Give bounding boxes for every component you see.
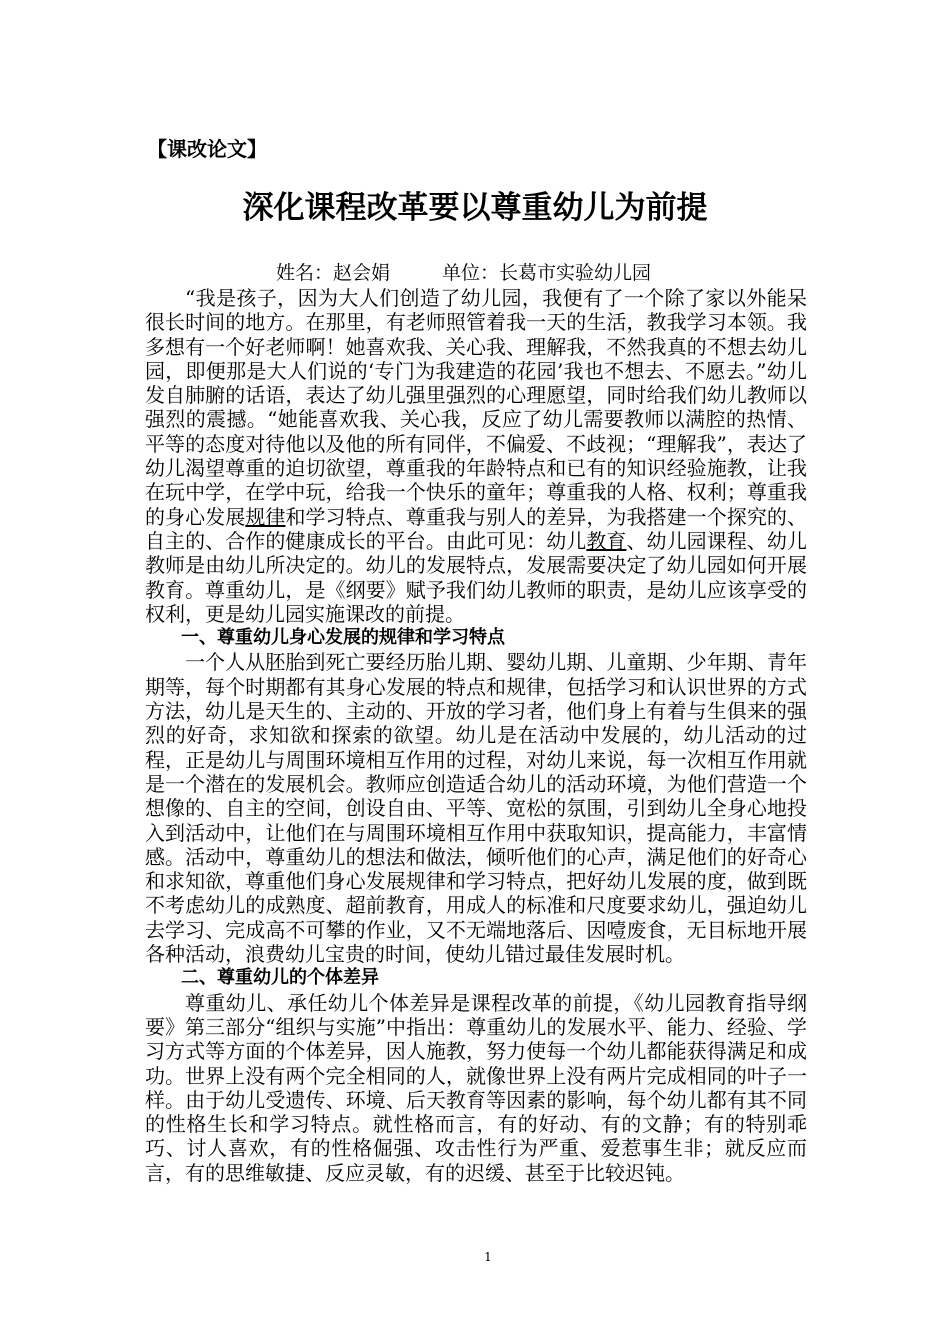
section-2-paragraph: 尊重幼儿、承任幼儿个体差异是课程改革的前提，《幼儿园教育指导纲要》第三部分“组织与实施”中指出：尊重幼儿的发展水平、能力、经验、学习方式等方面的个体差异，因人施教，努力使每一个幼儿都能获得满足和成功。世界上没有两个完全相同的人，就像世界上没有两片完成相同的叶子一样。由于幼儿受遗传、环境、后天教育等因素的影响，每个幼儿都有其不同的性格生长和学习特点。就性格而言，有的好动、有的文静；有的特别乖巧、讨人喜欢，有的性格倔强、攻击性行为严重、爱惹事生非；就反应而言，有的思维敏捷、反应灵敏，有的迟缓、甚至于比较迟钝。 <box>145 990 807 1185</box>
intro-text-2: 和学习特点、尊重我与别人的差异，为我搭建一个探究的、自主的、合作的健康成长的平台。由此可见：幼儿 <box>145 504 807 553</box>
section-1-paragraph: 一个人从胚胎到死亡要经历胎儿期、婴幼儿期、儿童期、少年期、青年期等，每个时期都有其身心发展的特点和规律，包括学习和认识世界的方式方法，幼儿是天生的、主动的、开放的学习者，他们身上有着与生俱来的强烈的好奇，求知欲和探索的欲望。幼儿是在活动中发展的，幼儿活动的过程，正是幼儿与周围环境相互作用的过程，对幼儿来说，每一次相互作用就是一个潜在的发展机会。教师应创造适合幼儿的活动环境，为他们营造一个想像的、自主的空间，创设自由、平等、宽松的氛围，引到幼儿全身心地投入到活动中，让他们在与周围环境相互作用中获取知识，提高能力，丰富情感。活动中，尊重幼儿的想法和做法，倾听他们的心声，满足他们的好奇心和求知欲，尊重他们身心发展规律和学习特点，把好幼儿发展的度，做到既不考虑幼儿的成熟度、超前教育，用成人的标准和尺度要求幼儿，强迫幼儿去学习、完成高不可攀的作业，又不无端地落后、因噎废食，无目标地开展各种活动，浪费幼儿宝贵的时间，使幼儿错过最佳发展时机。 <box>145 650 807 967</box>
link-jiaoyu[interactable]: 教育 <box>586 528 627 553</box>
section-1-heading: 一、尊重幼儿身心发展的规律和学习特点 <box>181 627 505 649</box>
intro-text-1: “我是孩子，因为大人们创造了幼儿园，我便有了一个除了家以外能呆很长时间的地方。在那里，有老师照管着我一天的生活，教我学习本领。我多想有一个好老师啊！她喜欢我、关心我、理解我，不然我真的不想去幼儿园，即便那是大人们说的‘专门为我建造的花园’我也不想去、不愿去。”幼儿发自肺腑的话语，表达了幼儿强里强烈的心理愿望，同时给我们幼儿教师以强烈的震撼。“她能喜欢我、关心我，反应了幼儿需要教师以满腔的热情、平等的态度对待他以及他的所有同伴，不偏爱、不歧视；“理解我”，表达了幼儿渴望尊重的迫切欲望，尊重我的年龄特点和已有的知识经验施教，让我在玩中学，在学中玩，给我一个快乐的童年；尊重我的人格、权利；尊重我的身心发展 <box>145 286 807 529</box>
link-guilv[interactable]: 规律 <box>245 504 286 529</box>
intro-paragraph <box>145 286 807 626</box>
article-category-tag: 【课改论文】 <box>147 137 267 161</box>
author-unit: 单位：长葛市实验幼儿园 <box>442 262 652 284</box>
page-number: 1 <box>484 1250 492 1264</box>
section-2-heading: 二、尊重幼儿的个体差异 <box>181 967 379 989</box>
author-name: 姓名：赵会娟 <box>276 262 391 284</box>
intro-text-3: 、幼儿园课程、幼儿教师是由幼儿所决定的。幼儿的发展特点，发展需要决定了幼儿园如何开展教育。尊重幼儿，是《纲要》赋予我们幼儿教师的职责，是幼儿应该享受的权利，更是幼儿园实施课改的前提。 <box>145 528 807 626</box>
article-title: 深化课程改革要以尊重幼儿为前提 <box>242 190 708 226</box>
article-body <box>145 286 807 1185</box>
author-line <box>276 261 651 286</box>
